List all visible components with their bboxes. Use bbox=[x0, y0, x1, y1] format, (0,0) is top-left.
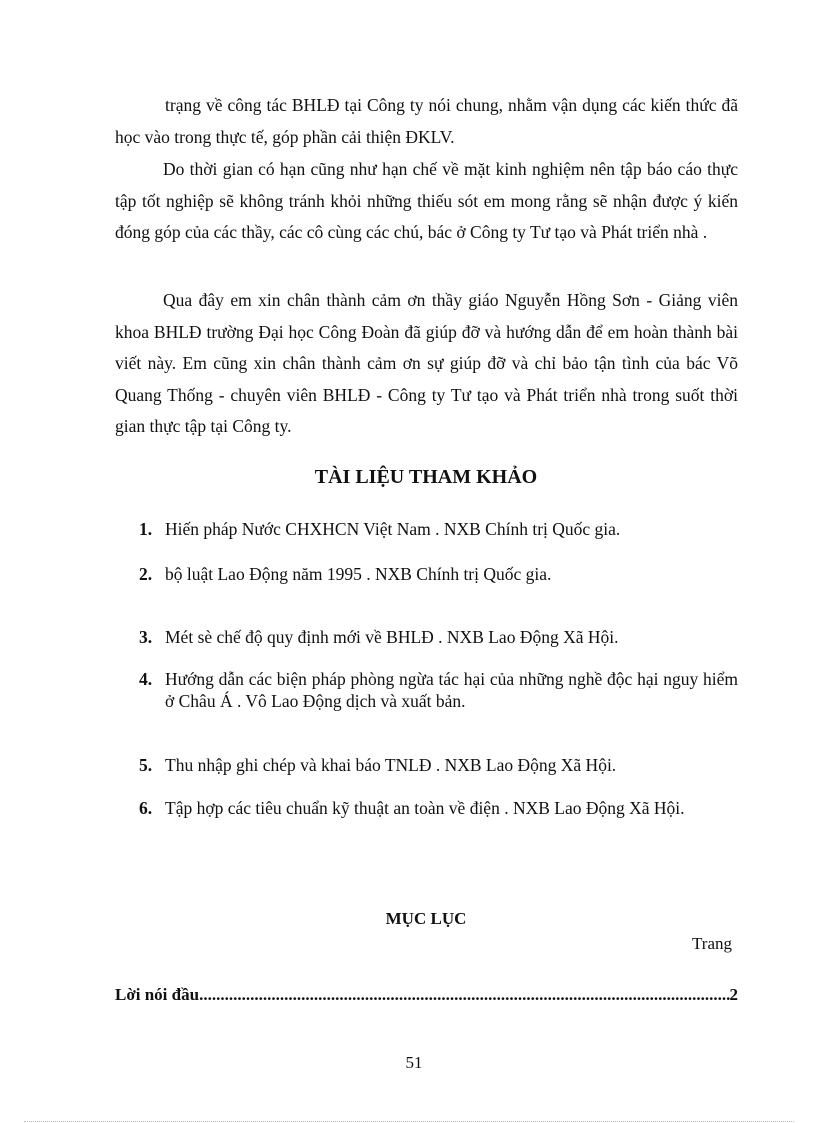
reference-text: Mét sè chế độ quy định mới về BHLĐ . NXB Lao Động Xã Hội. bbox=[165, 627, 619, 647]
body-paragraph: Do thời gian có hạn cũng như hạn chế về mặt kinh nghiệm nên tập báo cáo thực tập tốt nghiệp sẽ không tránh khỏi những thiếu sót em mong rằng sẽ nhận được ý kiến đóng góp của các thầy, các cô cùng các chú, bác ở Công ty Tư tạo và Phát triển nhà . bbox=[115, 159, 738, 242]
reference-number: 2. bbox=[139, 564, 153, 584]
reference-number: 5. bbox=[139, 755, 153, 775]
reference-text: bộ luật Lao Động năm 1995 . NXB Chính trị Quốc gia. bbox=[165, 564, 552, 584]
reference-item bbox=[139, 518, 738, 540]
reference-item bbox=[139, 754, 738, 776]
page-number: 51 bbox=[405, 1053, 423, 1072]
reference-item bbox=[139, 563, 738, 585]
reference-item bbox=[139, 668, 738, 712]
toc-entry-page: 2 bbox=[729, 985, 738, 1004]
reference-number: 3. bbox=[139, 627, 153, 647]
reference-item bbox=[139, 797, 738, 819]
reference-text: Hiến pháp Nước CHXHCN Việt Nam . NXB Chính trị Quốc gia. bbox=[165, 519, 621, 539]
toc-entry-label: Lời nói đầu bbox=[115, 985, 200, 1004]
body-paragraph: Qua đây em xin chân thành cảm ơn thầy giáo Nguyễn Hồng Sơn - Giảng viên khoa BHLĐ trường Đại học Công Đoàn đã giúp đỡ và hướng dẫn để em hoàn thành bài viết này. Em cũng xin chân thành cảm ơn sự giúp đỡ và chỉ bảo tận tình của bác Võ Quang Thống - chuyên viên BHLĐ - Công ty Tư tạo và Phát triển nhà trong suốt thời gian thực tập tại Công ty. bbox=[115, 290, 738, 436]
reference-text: Tập hợp các tiêu chuẩn kỹ thuật an toàn về điện . NXB Lao Động Xã Hội. bbox=[165, 798, 685, 818]
reference-number: 4. bbox=[139, 669, 153, 689]
toc-title: MỤC LỤC bbox=[385, 909, 467, 928]
reference-text: Hướng dẫn các biện pháp phòng ngừa tác hại của những nghề độc hại nguy hiểm ở Châu Á . Vô Lao Động dịch và xuất bản. bbox=[165, 669, 738, 711]
reference-number: 1. bbox=[139, 519, 153, 539]
toc-entry bbox=[115, 985, 738, 1005]
body-paragraph: trạng về công tác BHLĐ tại Công ty nói chung, nhằm vận dụng các kiến thức đã học vào trong thực tế, góp phần cải thiện ĐKLV. bbox=[115, 95, 738, 147]
page-bottom-divider bbox=[24, 1121, 794, 1122]
reference-number: 6. bbox=[139, 798, 153, 818]
toc-dot-leader bbox=[199, 985, 729, 1005]
toc-page-column-label: Trang bbox=[692, 934, 732, 953]
reference-text: Thu nhập ghi chép và khai báo TNLĐ . NXB Lao Động Xã Hội. bbox=[165, 755, 617, 775]
reference-item bbox=[139, 626, 738, 648]
references-title: TÀI LIỆU THAM KHẢO bbox=[314, 466, 538, 488]
